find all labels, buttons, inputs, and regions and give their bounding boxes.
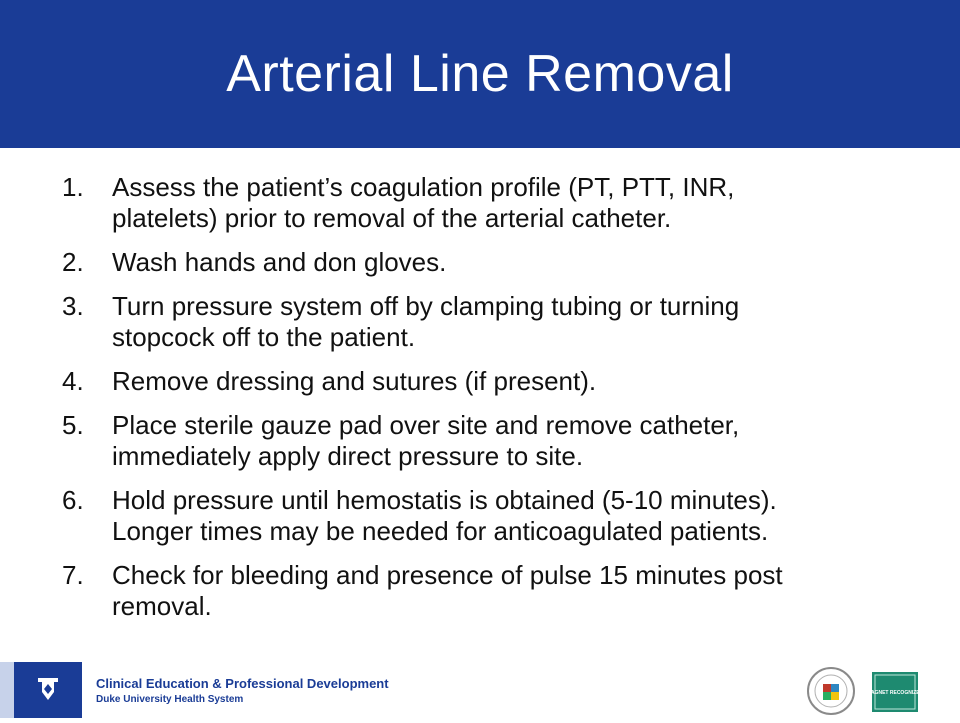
duke-logo bbox=[0, 662, 82, 718]
step-number: 1. bbox=[62, 172, 84, 202]
org-name: Clinical Education & Professional Development bbox=[96, 676, 389, 691]
steps-list bbox=[62, 172, 922, 635]
step-number: 5. bbox=[62, 410, 84, 440]
list-item bbox=[62, 247, 922, 278]
title-banner bbox=[0, 0, 960, 148]
step-line: removal. bbox=[112, 591, 212, 621]
list-item bbox=[62, 366, 922, 397]
step-number: 2. bbox=[62, 247, 84, 277]
shield-icon bbox=[14, 662, 82, 718]
logo-mark bbox=[14, 662, 82, 718]
step-number: 4. bbox=[62, 366, 84, 396]
step-line: Wash hands and don gloves. bbox=[112, 247, 447, 277]
step-line: immediately apply direct pressure to site. bbox=[112, 441, 584, 471]
step-line: stopcock off to the patient. bbox=[112, 322, 416, 352]
list-item bbox=[62, 172, 922, 234]
step-number: 3. bbox=[62, 291, 84, 321]
step-line: Turn pressure system off by clamping tubing or turning bbox=[112, 291, 740, 321]
step-line: Remove dressing and sutures (if present). bbox=[112, 366, 597, 396]
step-number: 6. bbox=[62, 485, 84, 515]
list-item bbox=[62, 485, 922, 547]
step-line: Assess the patient’s coagulation profile (PT, PTT, INR, bbox=[112, 172, 735, 202]
slide-title: Arterial Line Removal bbox=[226, 45, 734, 103]
list-item bbox=[62, 291, 922, 353]
step-line: platelets) prior to removal of the arterial catheter. bbox=[112, 203, 672, 233]
magnet-badge-text: MAGNET RECOGNIZED bbox=[866, 690, 924, 696]
step-line: Place sterile gauze pad over site and remove catheter, bbox=[112, 410, 740, 440]
accreditation-seal-icon bbox=[800, 666, 862, 716]
magnet-recognized-badge bbox=[866, 672, 924, 712]
step-line: Check for bleeding and presence of pulse 15 minutes post bbox=[112, 560, 783, 590]
list-item bbox=[62, 560, 922, 622]
step-number: 7. bbox=[62, 560, 84, 590]
org-subtitle: Duke University Health System bbox=[96, 694, 244, 705]
step-line: Hold pressure until hemostatis is obtained (5-10 minutes). bbox=[112, 485, 777, 515]
list-item bbox=[62, 410, 922, 472]
step-line: Longer times may be needed for anticoagulated patients. bbox=[112, 516, 769, 546]
